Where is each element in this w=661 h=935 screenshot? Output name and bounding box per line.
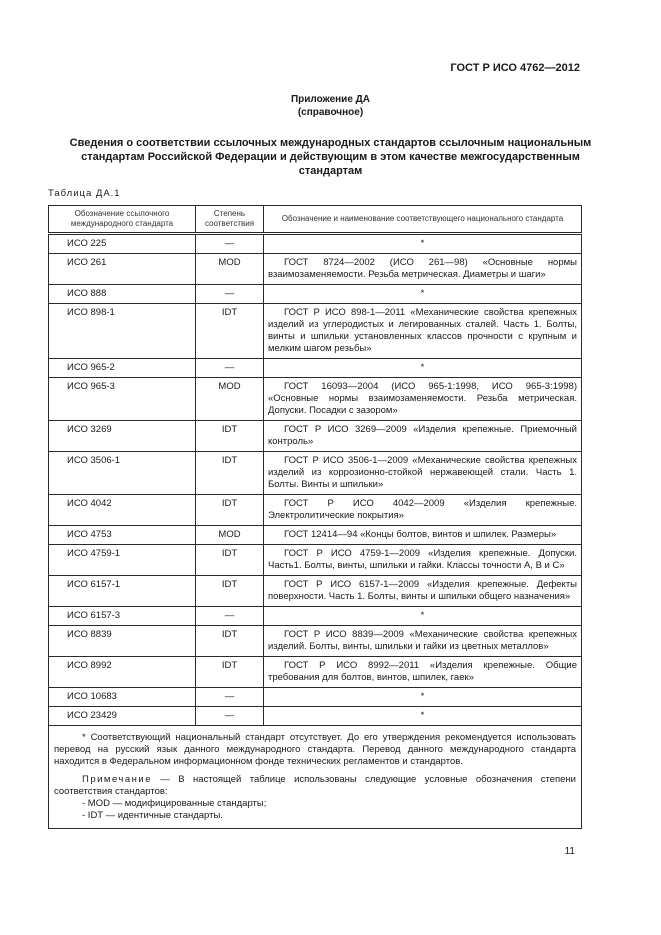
cell-national-standard: * (264, 607, 582, 626)
table-row (49, 495, 582, 526)
table-row (49, 607, 582, 626)
appendix-title: Приложение ДА (290, 94, 371, 105)
cell-national-standard: ГОСТ Р ИСО 898-1—2011 «Механические свойства крепежных изделий из углеродистых и легированных сталей. Часть 1. Болты, винты и шпильки установленных классов прочности с крупным и мелким шагом резьбы» (264, 304, 582, 359)
cell-degree: IDT (196, 304, 264, 359)
note-item-mod: - MOD — модифицированные стандарты; (82, 798, 267, 809)
cell-international-standard: ИСО 8839 (49, 626, 196, 657)
header-international-standard: Обозначение ссылочного международного стандарта (49, 206, 196, 234)
appendix-subtitle: (справочное) (297, 107, 364, 118)
cell-international-standard: ИСО 6157-1 (49, 576, 196, 607)
footnote-cell (49, 726, 582, 829)
cell-international-standard: ИСО 10683 (49, 688, 196, 707)
table-header-row (49, 206, 582, 234)
footnote-text: * Соответствующий национальный стандарт отсутствует. До его утверждения рекомендуется использовать перевод на русский язык данного международного стандарта. Перевод данного международного стандарта находится в Федеральном информационном фонде технических регламентов и стандартов. (54, 732, 576, 767)
table-row (49, 421, 582, 452)
table-row (49, 359, 582, 378)
cell-degree: — (196, 234, 264, 254)
cell-degree: — (196, 607, 264, 626)
table-row (49, 526, 582, 545)
reference-table (48, 205, 582, 829)
cell-national-standard: ГОСТ 16093—2004 (ИСО 965-1:1998, ИСО 965-3:1998) «Основные нормы взаимозаменяемости. Резьба метрическая. Допуски. Посадки с зазором» (264, 378, 582, 421)
cell-degree: MOD (196, 378, 264, 421)
cell-national-standard: ГОСТ Р ИСО 4042—2009 «Изделия крепежные. Электролитические покрытия» (264, 495, 582, 526)
cell-national-standard: * (264, 707, 582, 726)
note-label: Примечание (82, 774, 152, 785)
cell-international-standard: ИСО 4753 (49, 526, 196, 545)
cell-international-standard: ИСО 888 (49, 285, 196, 304)
cell-degree: IDT (196, 545, 264, 576)
cell-international-standard: ИСО 261 (49, 254, 196, 285)
table-row (49, 234, 582, 254)
cell-national-standard: * (264, 688, 582, 707)
cell-national-standard: ГОСТ Р ИСО 3506-1—2009 «Механические свойства крепежных изделий из коррозионно-стойкой нержавеющей стали. Часть 1. Болты. Винты и шпильки» (264, 452, 582, 495)
cell-degree: IDT (196, 452, 264, 495)
table-row (49, 707, 582, 726)
table-row (49, 254, 582, 285)
cell-international-standard: ИСО 965-3 (49, 378, 196, 421)
cell-national-standard: ГОСТ Р ИСО 3269—2009 «Изделия крепежные. Приемочный контроль» (264, 421, 582, 452)
cell-national-standard: ГОСТ 12414—94 «Концы болтов, винтов и шпилек. Размеры» (264, 526, 582, 545)
note-text: — В настоящей таблице использованы следующие условные обозначения степени соответствия стандартов: (54, 774, 576, 797)
table-row (49, 304, 582, 359)
table-row (49, 285, 582, 304)
cell-international-standard: ИСО 4042 (49, 495, 196, 526)
cell-national-standard: ГОСТ 8724—2002 (ИСО 261—98) «Основные нормы взаимозаменяемости. Резьба метрическая. Диаметры и шаги» (264, 254, 582, 285)
cell-degree: IDT (196, 495, 264, 526)
page-number: 11 (564, 846, 575, 857)
cell-international-standard: ИСО 3269 (49, 421, 196, 452)
table-row (49, 545, 582, 576)
cell-degree: — (196, 707, 264, 726)
cell-national-standard: * (264, 359, 582, 378)
cell-national-standard: * (264, 234, 582, 254)
cell-degree: MOD (196, 526, 264, 545)
cell-international-standard: ИСО 4759-1 (49, 545, 196, 576)
cell-international-standard: ИСО 6157-3 (49, 607, 196, 626)
cell-degree: — (196, 359, 264, 378)
cell-degree: IDT (196, 657, 264, 688)
cell-national-standard: ГОСТ Р ИСО 4759-1—2009 «Изделия крепежные. Допуски. Часть1. Болты, винты, шпильки и гайки. Классы точности А, В и С» (264, 545, 582, 576)
table-row (49, 378, 582, 421)
header-degree: Степень соответствия (196, 206, 264, 234)
document-code: ГОСТ Р ИСО 4762—2012 (450, 62, 580, 74)
note-item-idt: - IDT — идентичные стандарты. (82, 810, 223, 821)
cell-degree: — (196, 285, 264, 304)
cell-international-standard: ИСО 225 (49, 234, 196, 254)
table-row (49, 452, 582, 495)
appendix-header (0, 93, 661, 119)
cell-degree: — (196, 688, 264, 707)
cell-international-standard: ИСО 3506-1 (49, 452, 196, 495)
cell-national-standard: ГОСТ Р ИСО 8992—2011 «Изделия крепежные. Общие требования для болтов, винтов, шпилек, гаек» (264, 657, 582, 688)
table-body (49, 234, 582, 726)
cell-international-standard: ИСО 8992 (49, 657, 196, 688)
table-row (49, 626, 582, 657)
footnote-row (49, 726, 582, 829)
cell-degree: IDT (196, 626, 264, 657)
cell-degree: IDT (196, 421, 264, 452)
cell-international-standard: ИСО 898-1 (49, 304, 196, 359)
cell-international-standard: ИСО 965-2 (49, 359, 196, 378)
note-paragraph (54, 774, 576, 798)
table-row (49, 688, 582, 707)
table-row (49, 576, 582, 607)
cell-degree: IDT (196, 576, 264, 607)
cell-national-standard: ГОСТ Р ИСО 8839—2009 «Механические свойства крепежных изделий. Болты, винты, шпильки и гайки из цветных металлов» (264, 626, 582, 657)
table-row (49, 657, 582, 688)
cell-degree: MOD (196, 254, 264, 285)
cell-international-standard: ИСО 23429 (49, 707, 196, 726)
table-caption: Таблица ДА.1 (48, 188, 121, 199)
cell-national-standard: ГОСТ Р ИСО 6157-1—2009 «Изделия крепежные. Дефекты поверхности. Часть 1. Болты, винты и шпильки общего назначения» (264, 576, 582, 607)
cell-national-standard: * (264, 285, 582, 304)
header-national-standard: Обозначение и наименование соответствующего национального стандарта (264, 206, 582, 234)
section-heading: Сведения о соответствии ссылочных международных стандартов ссылочным национальным стандартам Российской Федерации и действующим в этом качестве межгосударственным стандартам (69, 137, 592, 177)
